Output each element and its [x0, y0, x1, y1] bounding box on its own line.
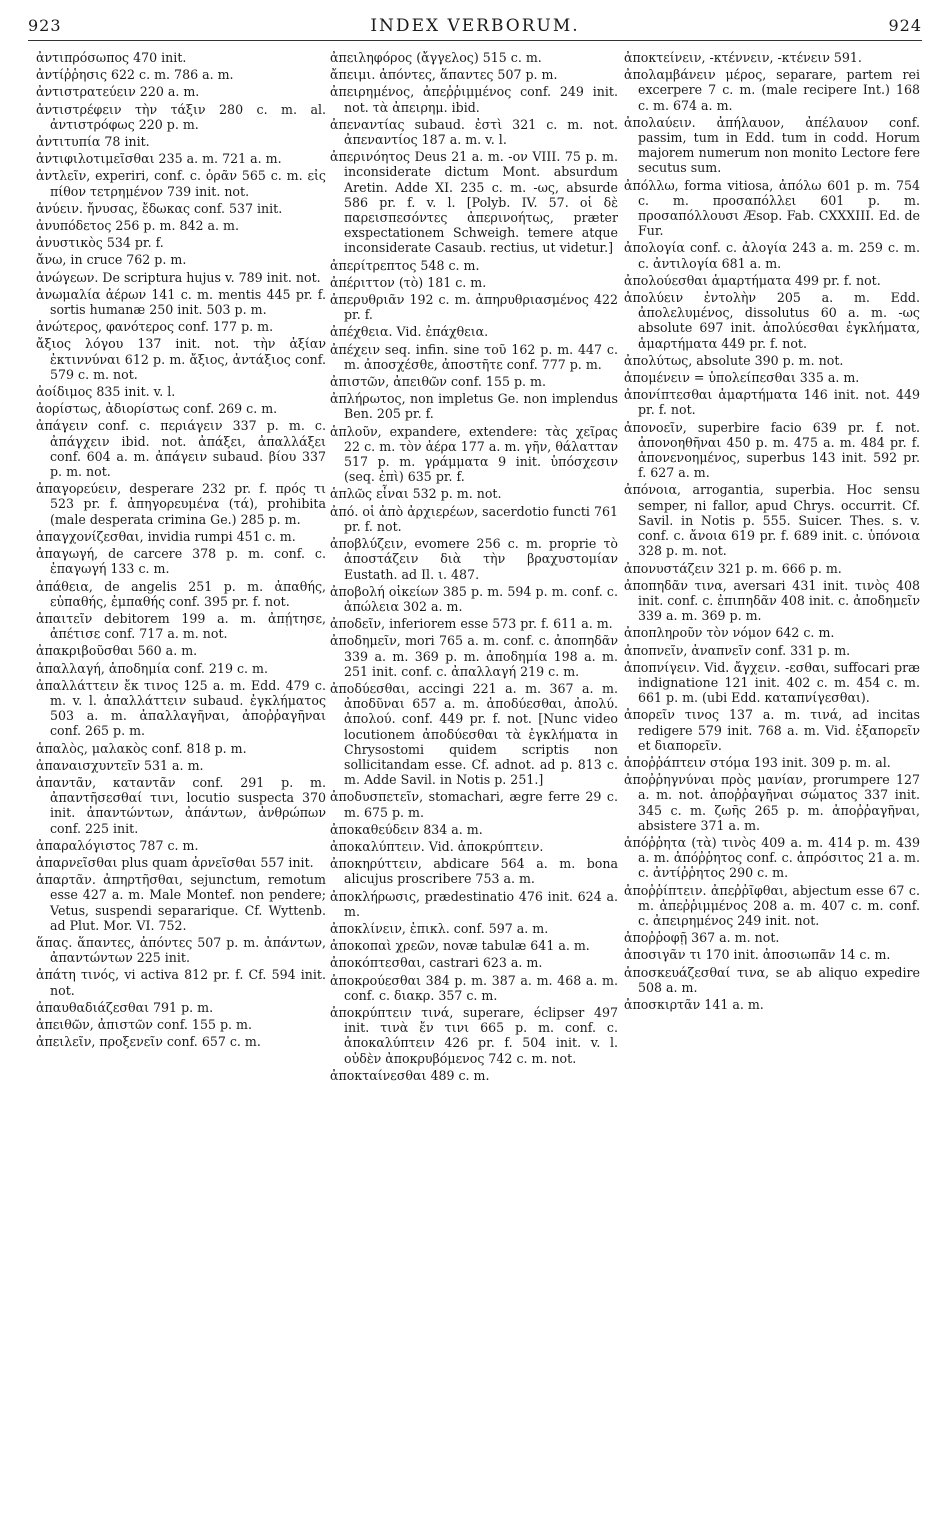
index-entry: ἀπόνοια, arrogantia, superbia. Hoc sensu semper, ni fallor, apud Chrys. occurrit. Cf. Savil. in Notis p. 555. Suicer. Thes. s. v. conf. c. ἄνοια 619 pr. f. 689 init. c. ὑπόνοια 328 p. m. not. — [624, 482, 920, 559]
running-head — [28, 10, 922, 41]
index-entry: ἀποδύεσθαι, accingi 221 a. m. 367 a. m. ἀποδῦναι 657 a. m. ἀποδύεσθαι, ἀπολύ. ἀπολού. conf. 449 pr. f. not. [Nunc video locutionem ἀποδύεσθαι τὰ ἐγκλήματα in Chrysostomi quidem scriptis non sollicitandam esse. Cf. adnot. ad p. 813 c. m. Adde Savil. in Notis p. 251.] — [330, 680, 618, 788]
index-entry: ἀπαλλαγή, ἀποδημία conf. 219 c. m. — [36, 660, 268, 676]
index-entry: ἀντιτυπία 78 init. — [36, 134, 150, 150]
index-entry: ἀποκαθεύδειν 834 a. m. — [330, 821, 483, 837]
index-entry: ἀπαναισχυντεῖν 531 a. m. — [36, 757, 204, 773]
index-entry: ἀπολούεσθαι ἁμαρτήματα 499 pr. f. not. — [624, 272, 881, 288]
index-entry: ἀπέριττον (τὸ) 181 c. m. — [330, 274, 487, 290]
index-entry: ἀπομένειν = ὑπολείπεσθαι 335 a. m. — [624, 370, 860, 386]
index-entry: ἀοίδιμος 835 init. v. l. — [36, 384, 176, 400]
index-entry: ἀπονίπτεσθαι ἁμαρτήματα 146 init. not. 449 pr. f. not. — [624, 387, 920, 418]
index-entry: ἀντιστρέφειν τὴν τάξιν 280 c. m. al. ἀντιστρόφως 220 p. m. — [36, 101, 326, 132]
index-entry: ἀπακριβοῦσθαι 560 a. m. — [36, 643, 198, 659]
index-entry: ἀποδεῖν, inferiorem esse 573 pr. f. 611 a. m. — [330, 616, 613, 632]
index-entry: ἀντίῤῥησις 622 c. m. 786 a. m. — [36, 67, 234, 83]
index-entry: ἀπαγχονίζεσθαι, invidia rumpi 451 c. m. — [36, 528, 296, 544]
index-entry: ἀπολύειν ἐντολὴν 205 a. m. Edd. ἀπολελυμένος, dissolutus 60 a. m. -ως absolute 697 init. ἀπολύεσθαι ἐγκλήματα, ἁμαρτήματα 449 pr. f. not. — [624, 290, 920, 351]
index-entry: ἀντιστρατεύειν 220 a. m. — [36, 84, 200, 100]
index-entry: ἀπάτη τινός, vi activa 812 pr. f. Cf. 594 init. not. — [36, 967, 326, 998]
index-entry: ἀντλεῖν, experiri, conf. c. ὁρᾶν 565 c. m. εἰς πίθον τετρημένον 739 init. not. — [36, 168, 326, 199]
index-entry: ἀπαντᾶν, καταντᾶν conf. 291 p. m. ἀπαντῆσεσθαί τινι, locutio suspecta 370 init. ἀπαντώντων, ἀπάντων, ἀνθρώπων conf. 225 init. — [36, 774, 326, 836]
index-entry: ἀορίστως, ἀδιορίστως conf. 269 c. m. — [36, 401, 278, 417]
index-entry: ἀποῤῥίπτειν. ἀπεῤῥῖφθαι, abjectum esse 67 c. m. ἀπεῤῥιμμένος 208 a. m. 407 c. m. conf. c. ἀπειρημένος 249 init. not. — [624, 882, 920, 928]
index-entry: ἀπολαμβάνειν μέρος, separare, partem rei excerpere 7 c. m. (male recipere Int.) 168 c. m. 674 a. m. — [624, 67, 920, 113]
index-entry: ἀποκηρύττειν, abdicare 564 a. m. bona alicujus proscribere 753 a. m. — [330, 856, 618, 887]
index-entry: ἀνώγεων. De scriptura hujus v. 789 init. not. — [36, 269, 321, 285]
index-entry: ἀπαρνεῖσθαι plus quam ἀρνεῖσθαι 557 init. — [36, 854, 314, 870]
index-entry: ἀποσκιρτᾶν 141 a. m. — [624, 996, 764, 1012]
index-entry: ἀπονυστάζειν 321 p. m. 666 p. m. — [624, 560, 842, 576]
index-entry: ἀποκοπαὶ χρεῶν, novæ tabulæ 641 a. m. — [330, 938, 590, 954]
index-entry: ἀπλήρωτος, non impletus Ge. non implendus Ben. 205 pr. f. — [330, 391, 618, 422]
index-entry: ἀπονοεῖν, superbire facio 639 pr. f. not. ἀπονοηθῆναι 450 p. m. 475 a. m. 484 pr. f. ἀπονενοημένος, superbus 143 init. 592 pr. f. 627 a. m. — [624, 419, 920, 481]
index-entry: ἀπαγορεύειν, desperare 232 pr. f. πρός τι 523 pr. f. ἀπηγορευμένα (τά), prohibita (male desperata crimina Ge.) 285 p. m. — [36, 481, 326, 527]
index-entry: ἀπαιτεῖν debitorem 199 a. m. ἀπῄτησε, ἀπέτισε conf. 717 a. m. not. — [36, 610, 326, 642]
index-entry: ἀπερινόητος Deus 21 a. m. -ον VIII. 75 p. m. inconsiderate dictum Mont. absurdum Aretin. Adde XI. 235 c. m. -ως, absurde 586 pr. f. v. l. [Polyb. IV. 57. οἱ δὲ παρεισπεσόντες ἀπερινοήτως, præter exspectationem Schweigh. temere atque inconsiderate Casaub. rectius, ut videtur.] — [330, 149, 618, 256]
index-entry: ἀποπνίγειν. Vid. ἄγχειν. -εσθαι, suffocari præ indignatione 121 init. 402 c. m. 454 c. m. 661 p. m. (ubi Edd. καταπνίγεσθαι). — [624, 659, 920, 706]
index-entry: ἀπόῤῥητα (τὰ) τινὸς 409 a. m. 414 p. m. 439 a. m. ἀπόῤῥητος conf. c. ἀπρόσιτος 21 a. m. c. ἀντίῤῥητος 290 c. m. — [624, 834, 920, 881]
index-entry: ἀπολογία conf. c. ἀλογία 243 a. m. 259 c. m. c. ἀντιλογία 681 a. m. — [624, 240, 920, 271]
column-3 — [624, 50, 920, 1014]
index-entry: ἀπαλλάττειν ἔκ τινος 125 a. m. Edd. 479 c. m. v. l. ἀπαλλάττειν subaud. ἐγκλήματος 503 a. m. ἀπαλλαγῆναι, ἀποῤῥαγῆναι conf. 265 p. m. — [36, 677, 326, 739]
index-entry: ἀπάγειν conf. c. περιάγειν 337 p. m. c. ἀπάγχειν ibid. not. ἀπάξει, ἀπαλλάξει conf. 604 a. m. ἀπάγειν subaud. βίου 337 p. m. not. — [36, 418, 326, 480]
index-entry: ἀνύειν. ἤνυσας, ἔδωκας conf. 537 init. — [36, 200, 283, 216]
index-entry: ἀπιστῶν, ἀπειθῶν conf. 155 p. m. — [330, 374, 546, 390]
index-entry: ἄνω, in cruce 762 p. m. — [36, 252, 187, 268]
index-entry: ἀπολαύειν. ἀπήλαυον, ἀπέλαυον conf. passim, tum in Edd. tum in codd. Horum majorem numerum non monito Lectore fere secutus sum. — [624, 114, 920, 176]
index-entry: ἀπερίτρεπτος 548 c. m. — [330, 257, 480, 273]
index-entry: ἀντιφιλοτιμεῖσθαι 235 a. m. 721 a. m. — [36, 151, 282, 167]
index-entry: ἀπειληφόρος (ἄγγελος) 515 c. m. — [330, 50, 542, 65]
page-title: INDEX VERBORUM. — [370, 16, 580, 36]
index-entry: ἀποβολή οἰκείων 385 p. m. 594 p. m. conf. c. ἀπώλεια 302 a. m. — [330, 583, 618, 614]
index-entry: ἀποκρύπτειν τινά, superare, éclipser 497 init. τινὰ ἔν τινι 665 p. m. conf. c. ἀποκαλύπτειν 426 pr. f. 504 init. v. l. οὐδὲν ἀποκρυβόμενος 742 c. m. not. — [330, 1004, 618, 1066]
index-entry: ἀπόλλω, forma vitiosa, ἀπόλω 601 p. m. 754 c. m. προσαπόλλει 601 p. m. προσαπόλλουσι Æsop. Fab. CXXXIII. Ed. de Fur. — [624, 177, 920, 239]
index-entry: ἀποκτείνειν, -κτέννειν, -κτένειν 591. — [624, 50, 862, 65]
index-entry: ἀποκαλύπτειν. Vid. ἀποκρύπτειν. — [330, 838, 544, 854]
index-entry: ἀπειθῶν, ἀπιστῶν conf. 155 p. m. — [36, 1016, 252, 1032]
index-entry: ἀπέχθεια. Vid. ἐπάχθεια. — [330, 324, 489, 340]
index-entry: ἁπλοῦν, expandere, extendere: τὰς χεῖρας 22 c. m. τὸν ἀέρα 177 a. m. γῆν, θάλατταν 517 p. m. γράμματα 9 init. ὑπόσχεσιν (seq. ἐπὶ) 635 pr. f. — [330, 423, 618, 485]
index-entry: ἀπέχειν seq. infin. sine τοῦ 162 p. m. 447 c. m. ἀποσχέσθε, ἀποστῆτε conf. 777 p. m. — [330, 341, 618, 372]
index-entry: ἀπειλεῖν, προξενεῖν conf. 657 c. m. — [36, 1034, 261, 1050]
index-entry: ἀπαραλόγιστος 787 c. m. — [36, 837, 199, 853]
index-entry: ἀπερυθριᾶν 192 c. m. ἀπηρυθριασμένος 422 pr. f. — [330, 292, 618, 323]
index-entry: ἀπειρημένος, ἀπεῤῥιμμένος conf. 249 init. not. τὰ ἀπειρημ. ibid. — [330, 84, 618, 115]
index-entry: ἀποπληροῦν τὸν νόμον 642 c. m. — [624, 625, 835, 641]
index-entry: ἀποδυσπετεῖν, stomachari, ægre ferre 29 c. m. 675 p. m. — [330, 789, 618, 820]
index-entry: ἀποπνεῖν, ἀναπνεῖν conf. 331 p. m. — [624, 642, 851, 658]
index-entry: ἀνώτερος, φανότερος conf. 177 p. m. — [36, 319, 274, 335]
index-entry: ἀπαυθαδιάζεσθαι 791 p. m. — [36, 999, 214, 1015]
index-entry: ἄξιος λόγου 137 init. not. τὴν ἀξίαν ἐκτιννύναι 612 p. m. ἄξιος, ἀντάξιος conf. 579 c. m. not. — [36, 336, 326, 382]
index-entry: ἀπεναντίας subaud. ἐστὶ 321 c. m. not. ἀπεναντίος 187 a. m. v. l. — [330, 116, 618, 148]
column-1 — [36, 50, 326, 1051]
index-entry: ἀνωμαλία ἀέρων 141 c. m. mentis 445 pr. f. sortis humanæ 250 init. 503 p. m. — [36, 286, 326, 318]
index-entry: ἄπειμι. ἀπόντες, ἅπαντες 507 p. m. — [330, 67, 558, 83]
index-entry: ἀπό. οἱ ἀπὸ ἀρχιερέων, sacerdotio functi 761 pr. f. not. — [330, 503, 619, 534]
index-entry: ἀποκλήρωσις, prædestinatio 476 init. 624 a. m. — [330, 888, 618, 919]
index-entry: ἀποδημεῖν, mori 765 a. m. conf. c. ἀποπηδᾶν 339 a. m. 369 p. m. ἀποδημία 198 a. m. 251 init. conf. c. ἀπαλλαγή 219 c. m. — [330, 633, 618, 679]
index-entry: ἀνυστικὸς 534 pr. f. — [36, 235, 164, 251]
index-entry: ἁπαλὸς, μαλακὸς conf. 818 p. m. — [36, 740, 247, 756]
index-entry: ἀποκταίνεσθαι 489 c. m. — [330, 1067, 490, 1083]
page-number-right: 924 — [888, 16, 922, 35]
column-2 — [330, 50, 618, 1085]
index-entry: ἀνυπόδετος 256 p. m. 842 a. m. — [36, 218, 239, 234]
index-entry: ἀποκόπτεσθαι, castrari 623 a. m. — [330, 955, 543, 971]
index-entry: ἀντιπρόσωπος 470 init. — [36, 50, 187, 65]
index-entry: ἀποῤῥάπτειν στόμα 193 init. 309 p. m. al. — [624, 754, 891, 770]
index-entry: ἀποκλίνειν, ἐπικλ. conf. 597 a. m. — [330, 920, 549, 936]
index-entry: ἀποῤῥηγνύναι πρὸς μανίαν, prorumpere 127 a. m. not. ἀποῤῥαγῆναι σώματος 337 init. 345 c. m. ζωῆς 265 p. m. ἀποῤῥαγῆναι, absistere 371 a. m. — [624, 772, 920, 833]
index-entry: ἁπλῶς εἶναι 532 p. m. not. — [330, 486, 502, 502]
index-entry: ἀποβλύζειν, evomere 256 c. m. proprie τὸ ἀποστάζειν διὰ τὴν βραχυστομίαν Eustath. ad Il. ι. 487. — [330, 536, 618, 582]
index-entry: ἀπαρτᾶν. ἀπηρτῆσθαι, sejunctum, remotum esse 427 a. m. Male Montef. non pendere; Vetus, suspendi separarique. Cf. Wyttenb. ad Plut. Mor. VI. 752. — [36, 872, 326, 933]
index-entry: ἅπας. ἅπαντες, ἀπόντες 507 p. m. ἀπάντων, ἀπαντώντων 225 init. — [36, 934, 326, 966]
index-entry: ἀπαγωγή, de carcere 378 p. m. conf. c. ἐπαγωγή 133 c. m. — [36, 546, 326, 577]
index-entry: ἀπολύτως, absolute 390 p. m. not. — [624, 352, 844, 368]
index-entry: ἀποῤῥοφῇ 367 a. m. not. — [624, 930, 780, 946]
index-entry: ἀποσιγᾶν τι 170 init. ἀποσιωπᾶν 14 c. m. — [624, 947, 891, 963]
index-entry: ἀποσκευάζεσθαί τινα, se ab aliquo expedire 508 a. m. — [624, 964, 920, 995]
index-entry: ἀποκρούεσθαι 384 p. m. 387 a. m. 468 a. m. conf. c. διακρ. 357 c. m. — [330, 972, 618, 1003]
page-number-left: 923 — [28, 16, 62, 35]
index-entry: ἀποπηδᾶν τινα, aversari 431 init. τινὸς 408 init. conf. c. ἐπιπηδᾶν 408 init. c. ἀποδημεῖν 339 a. m. 369 p. m. — [624, 577, 920, 624]
index-entry: ἀπορεῖν τινος 137 a. m. τινά, ad incitas redigere 579 init. 768 a. m. Vid. ἐξαπορεῖν et διαπορεῖν. — [624, 707, 920, 753]
index-entry: ἀπάθεια, de angelis 251 p. m. ἀπαθής, εὐπαθής, ἐμπαθής conf. 395 pr. f. not. — [36, 578, 326, 609]
